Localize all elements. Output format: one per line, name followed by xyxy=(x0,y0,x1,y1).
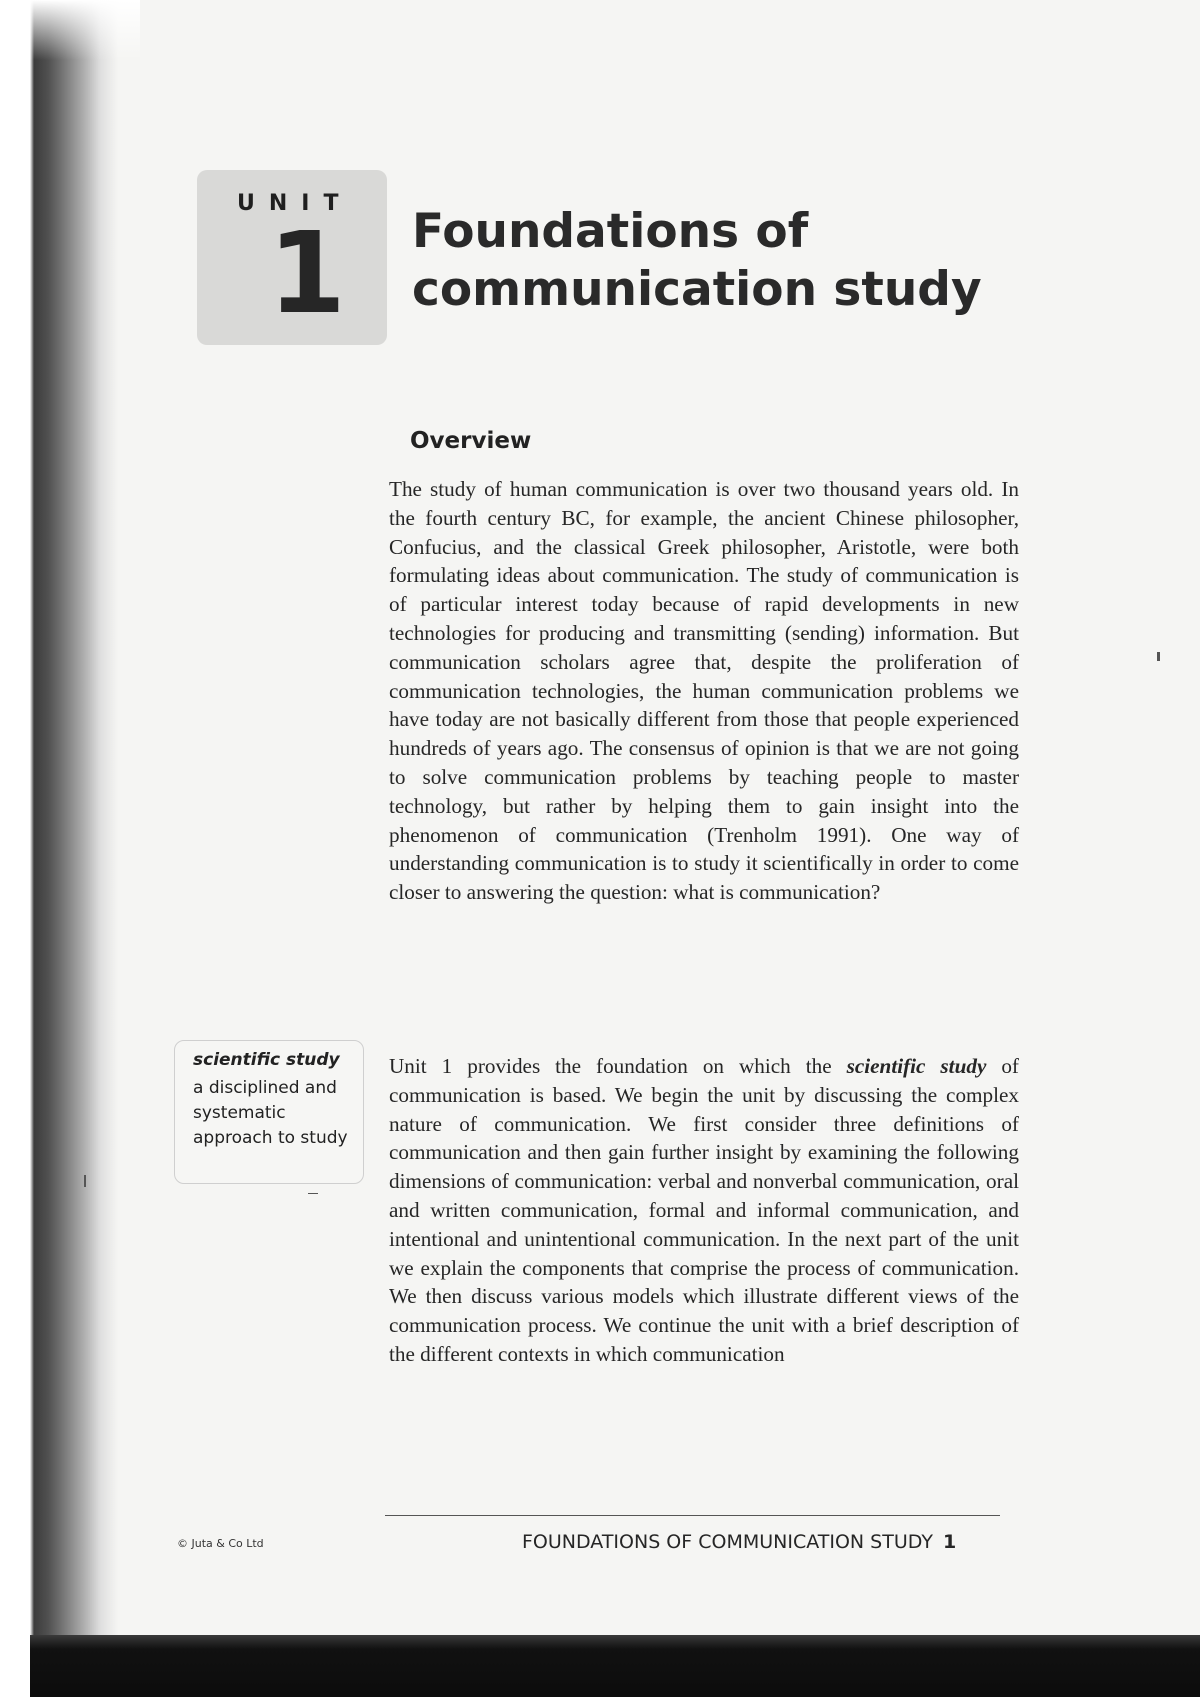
overview-heading: Overview xyxy=(410,428,532,454)
footer-running-title xyxy=(522,1531,956,1553)
footer-copyright: © Juta & Co Ltd xyxy=(177,1537,264,1550)
scan-bottom-shadow xyxy=(30,1635,1200,1697)
page-number: 1 xyxy=(942,1531,957,1553)
scan-speck xyxy=(1157,652,1160,661)
overview-paragraph-2 xyxy=(389,1052,1019,1369)
title-line-1: Foundations of xyxy=(412,204,809,259)
footer-divider xyxy=(385,1515,1000,1516)
scan-speck xyxy=(84,1175,86,1187)
title-line-2: communication study xyxy=(412,262,982,317)
page-title xyxy=(412,203,1132,319)
scan-edge-highlight xyxy=(30,0,140,60)
scan-binding-shadow xyxy=(0,0,118,1697)
paragraph-2-body: of communication is based. We begin the unit by discussing the complex nature of communication. We first consider three definitions of communication and then gain further insight by examining the following dimensions of communication: verbal and nonverbal communication, oral and written communication, formal and informal communication, and intentional and unintentional communication. In the next part of the unit we explain the components that comprise the process of communication. We then discuss various models which illustrate different views of the communication process. We continue the unit with a brief description of the different contexts in which communication xyxy=(389,1054,1019,1366)
unit-label: UNIT xyxy=(237,191,353,216)
key-term-scientific-study: scientific study xyxy=(846,1054,987,1078)
glossary-definition: a disciplined and systematic approach to study xyxy=(193,1078,348,1148)
paragraph-2-intro: Unit 1 provides the foundation on which the xyxy=(389,1054,847,1078)
unit-number: 1 xyxy=(268,209,346,339)
glossary-term: scientific study xyxy=(193,1050,340,1070)
running-title-text: FOUNDATIONS OF COMMUNICATION STUDY xyxy=(522,1531,933,1553)
scan-speck xyxy=(308,1193,318,1194)
overview-paragraph-1: The study of human communication is over two thousand years old. In the fourth century BC, for example, the ancient Chinese philosopher, Confucius, and the classical Greek philosopher, Aristotle, were both formulating ideas about communication. The study of communication is of particular interest today because of rapid developments in new technologies for producing and transmitting (sending) information. But communication scholars agree that, despite the proliferation of communication technologies, the human communication problems we have today are not basically different from those that people experienced hundreds of years ago. The consensus of opinion is that we are not going to solve communication problems by teaching people to master technology, but rather by helping them to gain insight into the phenomenon of communication (Trenholm 1991). One way of understanding communication is to study it scientifically in order to come closer to answering the question: what is communication? xyxy=(389,477,1019,905)
